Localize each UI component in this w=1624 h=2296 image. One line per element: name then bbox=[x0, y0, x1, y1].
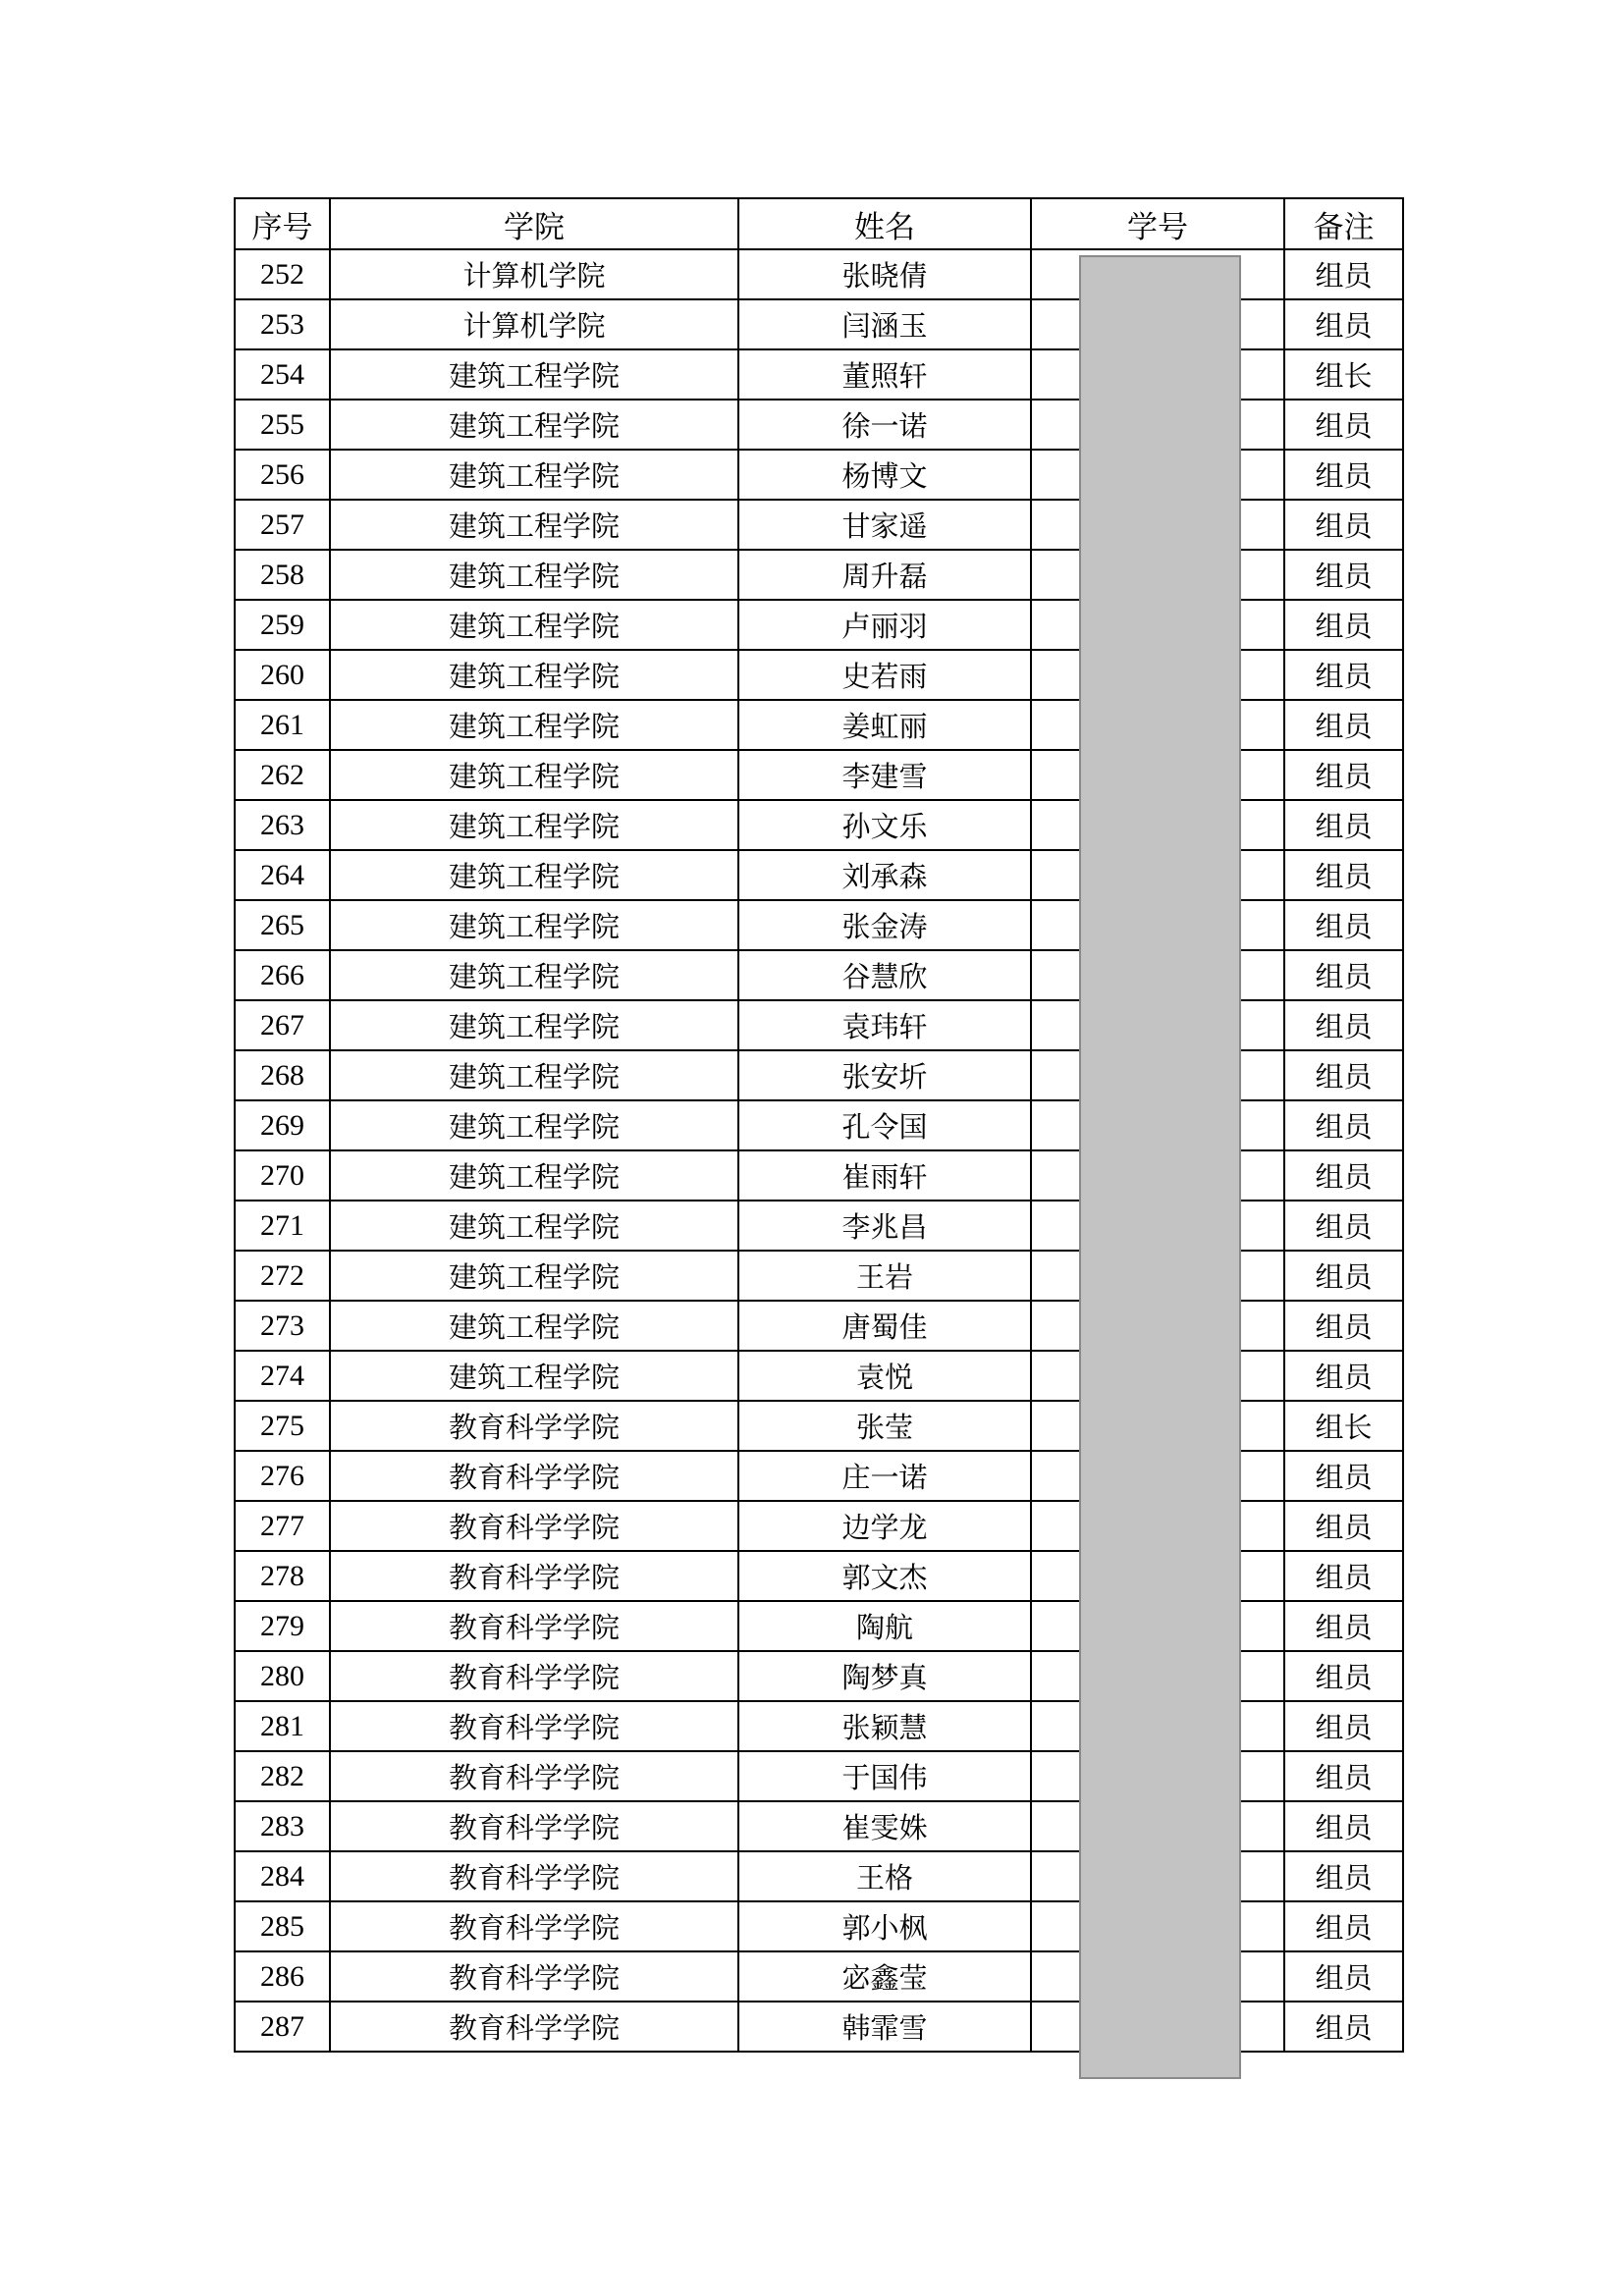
cell-remark: 组员 bbox=[1284, 1251, 1403, 1301]
cell-college: 教育科学学院 bbox=[330, 1651, 738, 1701]
cell-index: 264 bbox=[235, 850, 330, 900]
cell-index: 282 bbox=[235, 1751, 330, 1801]
cell-college: 教育科学学院 bbox=[330, 1751, 738, 1801]
cell-remark: 组员 bbox=[1284, 850, 1403, 900]
cell-name: 张颖慧 bbox=[738, 1701, 1031, 1751]
cell-name: 袁玮轩 bbox=[738, 1000, 1031, 1050]
cell-remark: 组员 bbox=[1284, 1701, 1403, 1751]
cell-remark: 组员 bbox=[1284, 600, 1403, 650]
cell-remark: 组员 bbox=[1284, 800, 1403, 850]
cell-index: 257 bbox=[235, 500, 330, 550]
cell-remark: 组员 bbox=[1284, 1351, 1403, 1401]
cell-college: 教育科学学院 bbox=[330, 1401, 738, 1451]
redaction-block bbox=[1079, 255, 1241, 2079]
cell-index: 274 bbox=[235, 1351, 330, 1401]
cell-name: 边学龙 bbox=[738, 1501, 1031, 1551]
cell-remark: 组员 bbox=[1284, 500, 1403, 550]
cell-college: 建筑工程学院 bbox=[330, 1301, 738, 1351]
cell-remark: 组员 bbox=[1284, 2002, 1403, 2052]
cell-college: 建筑工程学院 bbox=[330, 950, 738, 1000]
cell-college: 建筑工程学院 bbox=[330, 1000, 738, 1050]
header-student-id: 学号 bbox=[1031, 198, 1284, 249]
cell-name: 郭文杰 bbox=[738, 1551, 1031, 1601]
cell-name: 张金涛 bbox=[738, 900, 1031, 950]
cell-remark: 组员 bbox=[1284, 650, 1403, 700]
cell-college: 教育科学学院 bbox=[330, 1701, 738, 1751]
cell-college: 建筑工程学院 bbox=[330, 850, 738, 900]
cell-college: 建筑工程学院 bbox=[330, 1201, 738, 1251]
cell-index: 265 bbox=[235, 900, 330, 950]
cell-college: 建筑工程学院 bbox=[330, 450, 738, 500]
cell-index: 252 bbox=[235, 249, 330, 299]
cell-college: 建筑工程学院 bbox=[330, 1150, 738, 1201]
cell-name: 李兆昌 bbox=[738, 1201, 1031, 1251]
cell-index: 278 bbox=[235, 1551, 330, 1601]
cell-remark: 组员 bbox=[1284, 1851, 1403, 1901]
cell-college: 建筑工程学院 bbox=[330, 400, 738, 450]
cell-index: 256 bbox=[235, 450, 330, 500]
cell-index: 286 bbox=[235, 1951, 330, 2002]
cell-college: 教育科学学院 bbox=[330, 1901, 738, 1951]
cell-name: 闫涵玉 bbox=[738, 299, 1031, 349]
cell-index: 262 bbox=[235, 750, 330, 800]
cell-remark: 组员 bbox=[1284, 1551, 1403, 1601]
cell-index: 277 bbox=[235, 1501, 330, 1551]
cell-name: 唐蜀佳 bbox=[738, 1301, 1031, 1351]
cell-index: 284 bbox=[235, 1851, 330, 1901]
cell-index: 267 bbox=[235, 1000, 330, 1050]
header-college: 学院 bbox=[330, 198, 738, 249]
cell-index: 280 bbox=[235, 1651, 330, 1701]
cell-college: 建筑工程学院 bbox=[330, 349, 738, 400]
cell-remark: 组员 bbox=[1284, 950, 1403, 1000]
cell-remark: 组员 bbox=[1284, 450, 1403, 500]
cell-name: 徐一诺 bbox=[738, 400, 1031, 450]
cell-index: 285 bbox=[235, 1901, 330, 1951]
cell-remark: 组员 bbox=[1284, 1651, 1403, 1701]
cell-remark: 组员 bbox=[1284, 1501, 1403, 1551]
cell-name: 陶航 bbox=[738, 1601, 1031, 1651]
cell-remark: 组员 bbox=[1284, 750, 1403, 800]
cell-college: 建筑工程学院 bbox=[330, 800, 738, 850]
cell-name: 郭小枫 bbox=[738, 1901, 1031, 1951]
cell-college: 教育科学学院 bbox=[330, 1551, 738, 1601]
header-name: 姓名 bbox=[738, 198, 1031, 249]
cell-index: 275 bbox=[235, 1401, 330, 1451]
cell-college: 教育科学学院 bbox=[330, 2002, 738, 2052]
cell-name: 张安圻 bbox=[738, 1050, 1031, 1100]
cell-college: 建筑工程学院 bbox=[330, 550, 738, 600]
cell-college: 计算机学院 bbox=[330, 299, 738, 349]
cell-remark: 组员 bbox=[1284, 1150, 1403, 1201]
cell-name: 刘承森 bbox=[738, 850, 1031, 900]
cell-index: 258 bbox=[235, 550, 330, 600]
cell-name: 杨博文 bbox=[738, 450, 1031, 500]
cell-college: 教育科学学院 bbox=[330, 1451, 738, 1501]
cell-name: 李建雪 bbox=[738, 750, 1031, 800]
cell-name: 孙文乐 bbox=[738, 800, 1031, 850]
cell-remark: 组员 bbox=[1284, 900, 1403, 950]
cell-name: 袁悦 bbox=[738, 1351, 1031, 1401]
cell-name: 庄一诺 bbox=[738, 1451, 1031, 1501]
cell-index: 253 bbox=[235, 299, 330, 349]
cell-remark: 组员 bbox=[1284, 1801, 1403, 1851]
cell-index: 273 bbox=[235, 1301, 330, 1351]
cell-remark: 组员 bbox=[1284, 1301, 1403, 1351]
cell-college: 建筑工程学院 bbox=[330, 500, 738, 550]
cell-index: 272 bbox=[235, 1251, 330, 1301]
cell-index: 261 bbox=[235, 700, 330, 750]
cell-remark: 组员 bbox=[1284, 1100, 1403, 1150]
cell-college: 教育科学学院 bbox=[330, 1501, 738, 1551]
cell-remark: 组员 bbox=[1284, 1751, 1403, 1801]
cell-index: 254 bbox=[235, 349, 330, 400]
cell-college: 建筑工程学院 bbox=[330, 900, 738, 950]
cell-remark: 组员 bbox=[1284, 1201, 1403, 1251]
header-remark: 备注 bbox=[1284, 198, 1403, 249]
cell-college: 计算机学院 bbox=[330, 249, 738, 299]
cell-name: 谷慧欣 bbox=[738, 950, 1031, 1000]
header-row bbox=[235, 198, 1403, 249]
cell-remark: 组长 bbox=[1284, 349, 1403, 400]
cell-remark: 组员 bbox=[1284, 1901, 1403, 1951]
cell-name: 王格 bbox=[738, 1851, 1031, 1901]
cell-index: 276 bbox=[235, 1451, 330, 1501]
cell-college: 建筑工程学院 bbox=[330, 700, 738, 750]
cell-remark: 组员 bbox=[1284, 1000, 1403, 1050]
cell-college: 教育科学学院 bbox=[330, 1951, 738, 2002]
cell-name: 周升磊 bbox=[738, 550, 1031, 600]
cell-name: 韩霏雪 bbox=[738, 2002, 1031, 2052]
cell-index: 268 bbox=[235, 1050, 330, 1100]
cell-name: 姜虹丽 bbox=[738, 700, 1031, 750]
cell-remark: 组员 bbox=[1284, 400, 1403, 450]
cell-index: 281 bbox=[235, 1701, 330, 1751]
cell-index: 270 bbox=[235, 1150, 330, 1201]
cell-college: 建筑工程学院 bbox=[330, 1251, 738, 1301]
cell-college: 建筑工程学院 bbox=[330, 600, 738, 650]
cell-name: 张莹 bbox=[738, 1401, 1031, 1451]
cell-remark: 组员 bbox=[1284, 700, 1403, 750]
cell-name: 史若雨 bbox=[738, 650, 1031, 700]
cell-remark: 组长 bbox=[1284, 1401, 1403, 1451]
cell-index: 283 bbox=[235, 1801, 330, 1851]
cell-index: 266 bbox=[235, 950, 330, 1000]
header-index: 序号 bbox=[235, 198, 330, 249]
cell-college: 建筑工程学院 bbox=[330, 1351, 738, 1401]
cell-remark: 组员 bbox=[1284, 249, 1403, 299]
cell-name: 崔雨轩 bbox=[738, 1150, 1031, 1201]
cell-index: 279 bbox=[235, 1601, 330, 1651]
cell-name: 董照轩 bbox=[738, 349, 1031, 400]
cell-remark: 组员 bbox=[1284, 299, 1403, 349]
cell-name: 宓鑫莹 bbox=[738, 1951, 1031, 2002]
cell-index: 269 bbox=[235, 1100, 330, 1150]
cell-index: 287 bbox=[235, 2002, 330, 2052]
cell-index: 255 bbox=[235, 400, 330, 450]
cell-college: 建筑工程学院 bbox=[330, 1100, 738, 1150]
cell-remark: 组员 bbox=[1284, 1050, 1403, 1100]
cell-college: 教育科学学院 bbox=[330, 1601, 738, 1651]
cell-college: 教育科学学院 bbox=[330, 1801, 738, 1851]
cell-index: 271 bbox=[235, 1201, 330, 1251]
cell-remark: 组员 bbox=[1284, 1601, 1403, 1651]
cell-remark: 组员 bbox=[1284, 1951, 1403, 2002]
cell-college: 建筑工程学院 bbox=[330, 1050, 738, 1100]
cell-name: 孔令国 bbox=[738, 1100, 1031, 1150]
cell-college: 建筑工程学院 bbox=[330, 650, 738, 700]
cell-name: 于国伟 bbox=[738, 1751, 1031, 1801]
cell-index: 259 bbox=[235, 600, 330, 650]
cell-name: 崔雯姝 bbox=[738, 1801, 1031, 1851]
cell-name: 卢丽羽 bbox=[738, 600, 1031, 650]
cell-college: 教育科学学院 bbox=[330, 1851, 738, 1901]
cell-name: 王岩 bbox=[738, 1251, 1031, 1301]
cell-college: 建筑工程学院 bbox=[330, 750, 738, 800]
cell-remark: 组员 bbox=[1284, 1451, 1403, 1501]
cell-name: 甘家遥 bbox=[738, 500, 1031, 550]
cell-index: 260 bbox=[235, 650, 330, 700]
cell-index: 263 bbox=[235, 800, 330, 850]
cell-name: 陶梦真 bbox=[738, 1651, 1031, 1701]
cell-name: 张晓倩 bbox=[738, 249, 1031, 299]
cell-remark: 组员 bbox=[1284, 550, 1403, 600]
